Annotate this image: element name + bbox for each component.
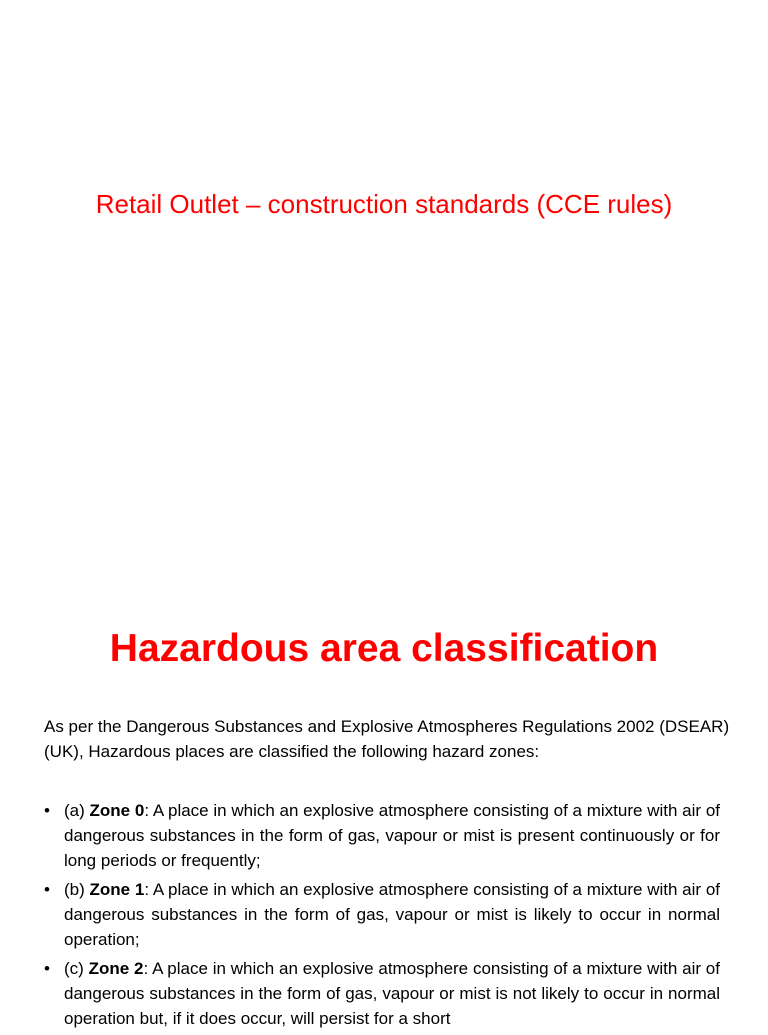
zone-description: : A place in which an explosive atmosphere consisting of a mixture with air of dangerous substances in the form of gas, vapour or mist is not likely to occur in normal operation but, if it does occur, will persist for a short: [64, 959, 720, 1028]
slide-2-title: Hazardous area classification: [109, 627, 659, 670]
zone-list: [44, 798, 720, 1035]
slide-2: [0, 560, 768, 1028]
zone-prefix: (c): [64, 959, 89, 978]
bullet-icon: •: [44, 801, 50, 820]
zone-name: Zone 0: [89, 801, 145, 820]
zone-item-1: [44, 877, 720, 952]
zone-name: Zone 2: [88, 959, 144, 978]
slide-1-title: Retail Outlet – construction standards (CCE rules): [95, 189, 673, 219]
bullet-icon: •: [44, 880, 50, 899]
zone-prefix: (b): [64, 880, 90, 899]
bullet-icon: •: [44, 959, 50, 978]
zone-prefix: (a): [64, 801, 90, 820]
zone-description: : A place in which an explosive atmosphere consisting of a mixture with air of dangerous substances in the form of gas, vapour or mist is present continuously or for long periods or frequently;: [64, 801, 720, 870]
zone-name: Zone 1: [89, 880, 145, 899]
zone-item-0: [44, 798, 720, 873]
zone-description: : A place in which an explosive atmosphere consisting of a mixture with air of dangerous substances in the form of gas, vapour or mist is likely to occur in normal operation;: [64, 880, 720, 949]
zone-item-2: [44, 956, 720, 1031]
intro-paragraph: As per the Dangerous Substances and Explosive Atmospheres Regulations 2002 (DSEAR) (UK), Hazardous places are classified the following hazard zones:: [44, 717, 730, 761]
